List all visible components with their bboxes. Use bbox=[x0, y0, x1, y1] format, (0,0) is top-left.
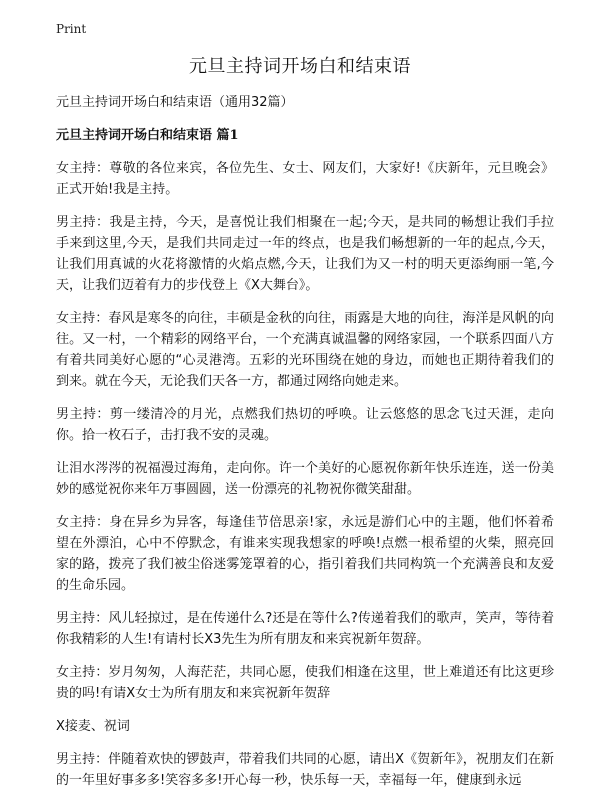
document-body bbox=[56, 92, 554, 803]
paragraph-6: 女主持：身在异乡为异客，每逢佳节倍思亲!家，永远是游们心中的主题，他们怀着希望在外漂泊，心中不停默念，有谁来实现我想家的呼唤!点燃一根希望的火柴，照亮回家的路，拨亮了我们被尘俗迷雾笼罩着的心，指引着我们共同构筑一个充满善良和友爱的生命乐园。 bbox=[56, 515, 554, 593]
document-subtitle: 元旦主持词开场白和结束语（通用32篇） bbox=[56, 95, 294, 110]
document-title: 元旦主持词开场白和结束语 bbox=[189, 56, 411, 77]
paragraph-4: 男主持：剪一缕清冷的月光，点燃我们热切的呼唤。让云悠悠的思念飞过天涯，走向你。拾一枚石子，击打我不安的灵魂。 bbox=[56, 407, 554, 443]
paragraph-9: X接麦、祝词 bbox=[56, 719, 130, 734]
paragraph-2: 男主持：我是主持，今天，是喜悦让我们相聚在一起;今天，是共同的畅想让我们手拉手来到这里,今天，是我们共同走过一年的终点，也是我们畅想新的一年的起点,今天，让我们用真诚的火花将激情的火焰点燃,今天，让我们为又一村的明天更添绚丽一笔,今天，让我们迈着有力的步伐登上《X大舞台》。 bbox=[56, 215, 554, 293]
paragraph-5: 让泪水涔涔的祝福漫过海角，走向你。许一个美好的心愿祝你新年快乐连连，送一份美妙的感觉祝你来年万事圆圆，送一份漂亮的礼物祝你微笑甜甜。 bbox=[56, 461, 554, 497]
paragraph-1: 女主持：尊敬的各位来宾，各位先生、女士、网友们，大家好!《庆新年，元旦晚会》正式开始!我是主持。 bbox=[56, 161, 554, 197]
print-link[interactable]: Print bbox=[56, 22, 87, 36]
section-heading: 元旦主持词开场白和结束语 篇1 bbox=[56, 128, 239, 143]
paragraph-10: 男主持：伴随着欢快的锣鼓声，带着我们共同的心愿，请出X《贺新年》，祝朋友们在新的一年里好事多多!笑容多多!开心每一秒，快乐每一天，幸福每一年，健康到永远 bbox=[56, 752, 554, 788]
paragraph-3: 女主持：春风是寒冬的向往，丰硕是金秋的向往，雨露是大地的向往，海洋是风帆的向往。又一村，一个精彩的网络平台，一个充满真诚温馨的网络家园，一个联系四面八方有着共同美好心愿的“心灵港湾。五彩的光环围绕在她的身边，而她也正期待着我们的到来。就在今天，无论我们天各一方，都通过网络向她走来。 bbox=[56, 311, 554, 389]
paragraph-7: 男主持：风儿轻掠过，是在传递什么?还是在等什么?传递着我们的歌声，笑声，等待着你我精彩的人生!有请村长X3先生为所有朋友和来宾祝新年贺辞。 bbox=[56, 611, 554, 647]
paragraph-8: 女主持：岁月匆匆，人海茫茫，共同心愿，使我们相逢在这里，世上难道还有比这更珍贵的吗!有请X女士为所有朋友和来宾祝新年贺辞 bbox=[56, 665, 554, 701]
